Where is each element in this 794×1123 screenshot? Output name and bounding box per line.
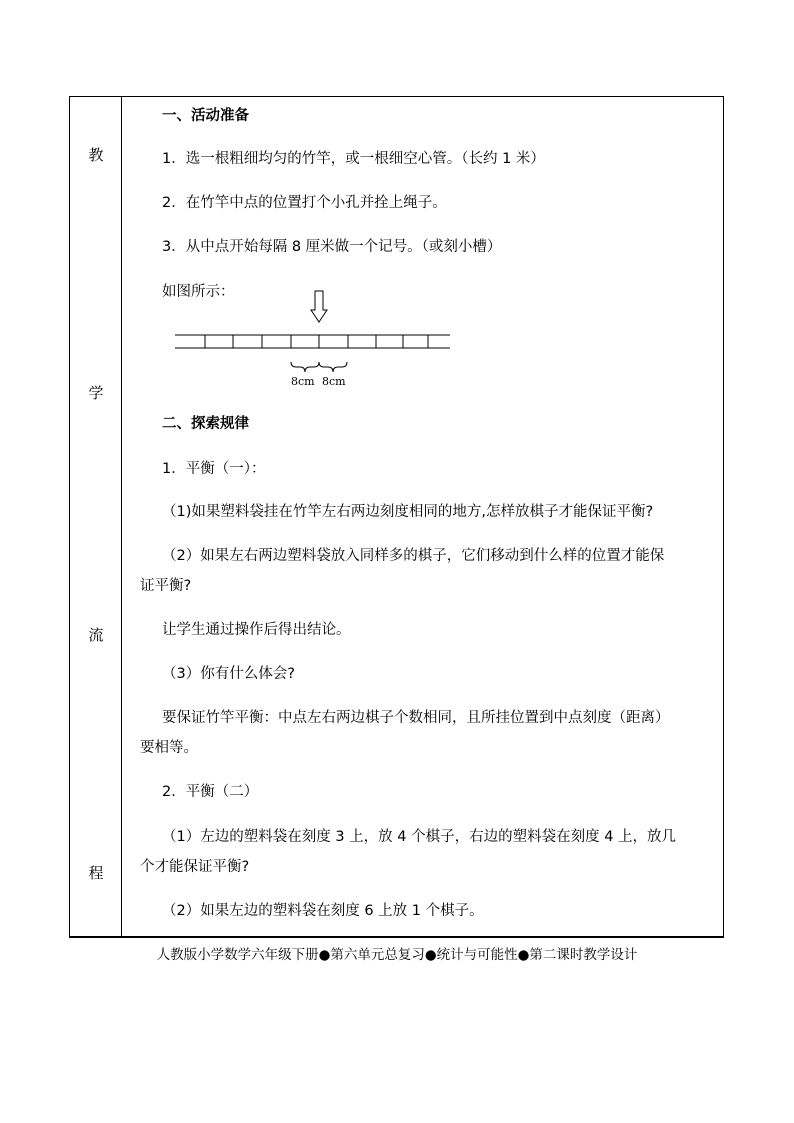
question: （2）如果左边的塑料袋在刻度 6 上放 1 个棋子。 — [162, 903, 484, 919]
question: （3）你有什么体会? — [162, 666, 295, 682]
subsection-title: 1．平衡（一）： — [162, 461, 266, 477]
pole-ticks — [205, 335, 428, 348]
bamboo-pole-figure — [170, 288, 460, 388]
distance-label: 8cm — [322, 375, 346, 388]
question: （1）左边的塑料袋在刻度 3 上，放 4 个棋子，右边的塑料袋在刻度 4 上，放几 — [162, 829, 677, 845]
section-heading: 一、活动准备 — [162, 108, 249, 124]
side-label-char: 学 — [88, 384, 104, 402]
preparation-item: 3．从中点开始每隔 8 厘米做一个记号。（或刻小槽） — [162, 239, 502, 255]
side-label-char: 教 — [88, 146, 104, 164]
side-label-char: 流 — [88, 626, 104, 644]
page-footer: 人教版小学数学六年级下册●第六单元总复习●统计与可能性●第二课时教学设计 — [156, 947, 638, 963]
side-label-char: 程 — [88, 864, 104, 882]
subsection-title: 2．平衡（二） — [162, 784, 259, 800]
left-brace — [291, 362, 319, 372]
distance-label: 8cm — [291, 375, 315, 388]
question: （1)如果塑料袋挂在竹竿左右两边刻度相同的地方,怎样放棋子才能保证平衡? — [162, 504, 654, 520]
preparation-item: 1．选一根粗细均匀的竹竿，或一根细空心管。（长约 1 米） — [162, 151, 545, 167]
conclusion-text: 让学生通过操作后得出结论。 — [162, 622, 351, 638]
summary-text-continued: 要相等。 — [140, 740, 198, 756]
figure-caption: 如图所示： — [162, 284, 235, 300]
down-arrow-icon — [311, 291, 327, 322]
section-heading: 二、探索规律 — [162, 416, 249, 432]
preparation-item: 2．在竹竿中点的位置打个小孔并拴上绳子。 — [162, 195, 447, 211]
question-continued: 证平衡? — [140, 578, 192, 594]
question-continued: 个才能保证平衡? — [140, 859, 250, 875]
question: （2）如果左右两边塑料袋放入同样多的棋子，它们移动到什么样的位置才能保 — [162, 548, 665, 564]
right-brace — [319, 362, 347, 372]
summary-text: 要保证竹竿平衡：中点左右两边棋子个数相同，且所挂位置到中点刻度（距离） — [162, 710, 670, 726]
